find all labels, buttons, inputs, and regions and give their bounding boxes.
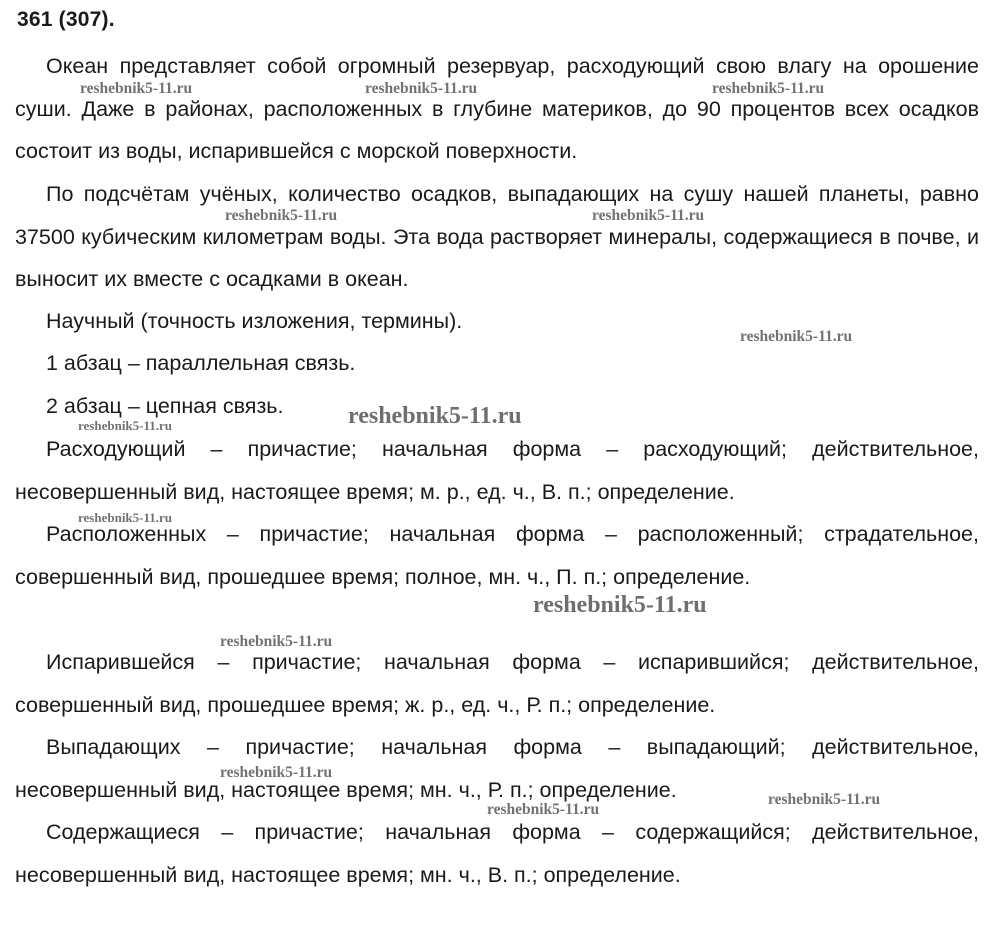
style-answer: Научный (точность изложения, термины). [46, 309, 463, 333]
watermark-text: reshebnik5-11.ru [78, 418, 173, 433]
watermark-text: reshebnik5-11.ru [78, 510, 173, 525]
watermark-text: reshebnik5-11.ru [768, 791, 881, 808]
parse-raskhoduyushchiy: Расходующий – причастие; начальная форма – расходующий; действительное, несовершенный вид, настоящее время; м. р., ед. ч., В. п.; определение. [15, 437, 979, 504]
text-paragraph-1: Океан представляет собой огромный резервуар, расходующий свою влагу на орошение суши. Даже в районах, расположенных в глубине материков, до 90 процентов всех осадков состоит из воды, испарившейся с морской поверхности. [15, 54, 979, 163]
watermark-text: reshebnik5-11.ru [712, 80, 825, 97]
parse-raspolozhennykh: Расположенных – причастие; начальная форма – расположенный; страдательное, совершенный вид, прошедшее время; полное, мн. ч., П. п.; определение. [15, 522, 979, 589]
watermark-text: reshebnik5-11.ru [80, 80, 193, 97]
watermark-text: reshebnik5-11.ru [365, 80, 478, 97]
text-paragraph-2: По подсчётам учёных, количество осадков, выпадающих на сушу нашей планеты, равно 37500 кубическим километрам воды. Эта вода растворяет минералы, содержащиеся в почве, и выносит их вместе с осадками в океан. [15, 182, 979, 291]
watermark-text: reshebnik5-11.ru [220, 764, 333, 781]
parse-isparivsheysya: Испарившейся – причастие; начальная форма – испарившийся; действительное, совершенный вид, прошедшее время; ж. р., ед. ч., Р. п.; определение. [15, 650, 979, 717]
watermark-text: reshebnik5-11.ru [592, 207, 705, 224]
watermark-text: reshebnik5-11.ru [740, 328, 853, 345]
parse-soderzhashchiesya: Содержащиеся – причастие; начальная форма – содержащийся; действительное, несовершенный вид, настоящее время; мн. ч., В. п.; определение. [15, 820, 979, 887]
watermark-text: reshebnik5-11.ru [487, 801, 600, 818]
exercise-number: 361 (307). [17, 8, 115, 31]
watermark-text: reshebnik5-11.ru [533, 592, 707, 618]
watermark-text: reshebnik5-11.ru [225, 207, 338, 224]
parse-vypadayushchikh: Выпадающих – причастие; начальная форма – выпадающий; действительное, несовершенный вид, настоящее время; мн. ч., Р. п.; определение. [15, 735, 979, 802]
paragraph-2-link: 2 абзац – цепная связь. [46, 394, 284, 418]
watermark-text: reshebnik5-11.ru [220, 633, 333, 650]
watermark-text: reshebnik5-11.ru [348, 403, 522, 429]
paragraph-1-link: 1 абзац – параллельная связь. [46, 351, 356, 375]
